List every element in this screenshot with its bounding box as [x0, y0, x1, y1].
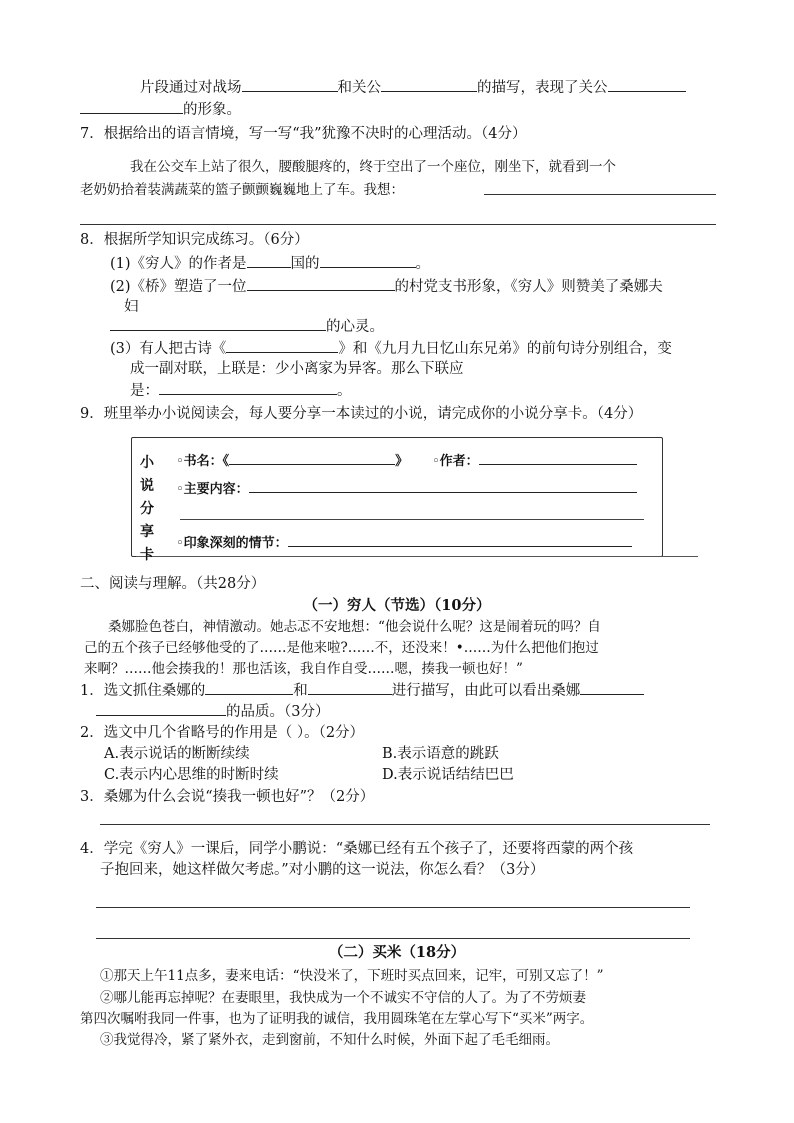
r2-stem: 2．选文中几个省略号的作用是（ ）。（2分） — [80, 725, 365, 741]
q7-passage-line1: 我在公交车上站了很久，腰酸腿疼的，终于空出了一个座位，刚坐下，就看到一个 — [130, 159, 616, 175]
q8-blank-country[interactable] — [247, 253, 291, 268]
q6-blank-3[interactable] — [608, 77, 686, 92]
book-name-field: ◦书名：《 》 — [176, 454, 409, 469]
plot-input[interactable] — [288, 534, 632, 547]
q8-blank-soul[interactable] — [110, 316, 326, 331]
content-input[interactable] — [249, 480, 637, 493]
q8-blank-author[interactable] — [320, 253, 416, 268]
r4-line2: 子抱回来，她这样做欠考虑。”对小鹏的这一说法，你怎么看？（3分） — [100, 862, 545, 878]
part1-title: （一）穷人（节选）（10分） — [303, 597, 491, 614]
section2-heading: 二、阅读与理解。（共28分） — [80, 576, 266, 592]
q7-stem: 7．根据给出的语言情境，写一写“我”犹豫不决时的心理活动。（4分） — [80, 126, 527, 142]
r3-stem: 3．桑娜为什么会说“揍我一顿也好”？（2分） — [80, 789, 375, 805]
content-input-line2[interactable] — [180, 519, 644, 520]
book-name-input[interactable] — [229, 452, 395, 465]
q8-item3-line3: 是： 。 — [130, 380, 352, 401]
card-shadow-line — [136, 556, 698, 557]
r1-blank-1[interactable] — [205, 680, 293, 695]
q8-item1: (1)《穷人》的作者是 国的 。 — [110, 253, 430, 274]
q7-answer-line-1[interactable] — [484, 194, 716, 195]
r2-option-d[interactable]: D.表示说话结结巴巴 — [382, 767, 514, 783]
passage2-line3: 第四次嘱咐我同一件事，也为了证明我的诚信，我用圆珠笔在左掌心写下“买米”两字。 — [80, 1011, 594, 1027]
q8-item3: (3）有人把古诗《 》和《九月九日忆山东兄弟》的前句诗分别组合，变 — [110, 338, 672, 359]
r1-line2: 的品质。（3分） — [96, 701, 329, 722]
q8-blank-couplet[interactable] — [159, 380, 337, 395]
r2-option-a[interactable]: A.表示说话的断断续续 — [104, 746, 250, 762]
plot-field: ◦印象深刻的情节： — [176, 534, 632, 553]
r1-blank-3[interactable] — [580, 680, 644, 695]
q9-stem: 9．班里举办小说阅读会，每人要分享一本读过的小说，请完成你的小说分享卡。（4分） — [80, 406, 643, 422]
passage1-line2: 己的五个孩子已经够他受的了……是他来啦?……不，还没来！•……为什么把他们抱过 — [84, 640, 599, 656]
r1-blank-4[interactable] — [96, 701, 226, 716]
content-field: ◦主要内容： — [176, 480, 637, 499]
r1-blank-2[interactable] — [308, 680, 392, 695]
q8-item2-wrap: 妇 — [124, 299, 139, 315]
q6-blank-2[interactable] — [381, 77, 477, 92]
passage1-line3: 来啊？……他会揍我的！那也活该，我自作自受……嗯，揍我一顿也好！” — [84, 661, 523, 677]
q8-item2-line2: 的心灵。 — [110, 316, 384, 337]
part2-title: （二）买米（18分） — [328, 944, 466, 961]
q7-answer-line-2[interactable] — [80, 224, 716, 225]
q6-blank-4[interactable] — [80, 99, 183, 114]
r2-option-c[interactable]: C.表示内心思维的时断时续 — [104, 767, 279, 783]
author-input[interactable] — [479, 452, 637, 465]
r1-line1: 1．选文抓住桑娜的 和 进行描写，由此可以看出桑娜 — [80, 680, 644, 701]
card-title: 小说分享卡 — [140, 455, 154, 563]
r4-answer-line-2[interactable] — [96, 938, 690, 939]
q8-item3-line2: 成一副对联，上联是：少小离家为异客。那么下联应 — [130, 361, 464, 377]
passage1-line1: 桑娜脸色苍白，神情激动。她忐忑不安地想：“他会说什么呢？这是闹着玩的吗？自 — [108, 619, 601, 635]
r4-line1: 4．学完《穷人》一课后，同学小鹏说：“桑娜已经有五个孩子了，还要将西蒙的两个孩 — [80, 841, 634, 857]
passage2-line1: ①那天上午11点多，妻来电话：“快没米了，下班时买点回来，记牢，可别又忘了！” — [100, 968, 604, 984]
r4-answer-line-1[interactable] — [96, 907, 690, 908]
q8-blank-poem[interactable] — [226, 338, 338, 353]
q6-blank-1[interactable] — [242, 77, 338, 92]
q7-passage-line2: 老奶奶拾着装满蔬菜的篮子颤颤巍巍地上了车。我想： — [80, 182, 404, 198]
q8-item2: (2)《桥》塑造了一位 的村党支书形象，《穷人》则赞美了桑娜夫 — [110, 276, 663, 297]
r2-option-b[interactable]: B.表示语意的跳跃 — [382, 746, 499, 762]
q6-line2: 的形象。 — [80, 99, 241, 120]
passage2-line4: ③我觉得冷，紧了紧外衣，走到窗前，不知什么时候，外面下起了毛毛细雨。 — [100, 1032, 559, 1048]
q6-line1: 片段通过对战场 和关公 的描写，表现了关公 — [140, 77, 686, 98]
q8-stem: 8．根据所学知识完成练习。（6分） — [80, 232, 309, 248]
r3-answer-line[interactable] — [100, 824, 710, 825]
passage2-line2: ②哪儿能再忘掉呢？在妻眼里，我快成为一个不诚实不守信的人了。为了不劳烦妻 — [100, 990, 586, 1006]
author-field: ◦作者： — [432, 452, 637, 471]
q8-blank-image[interactable] — [247, 276, 395, 291]
